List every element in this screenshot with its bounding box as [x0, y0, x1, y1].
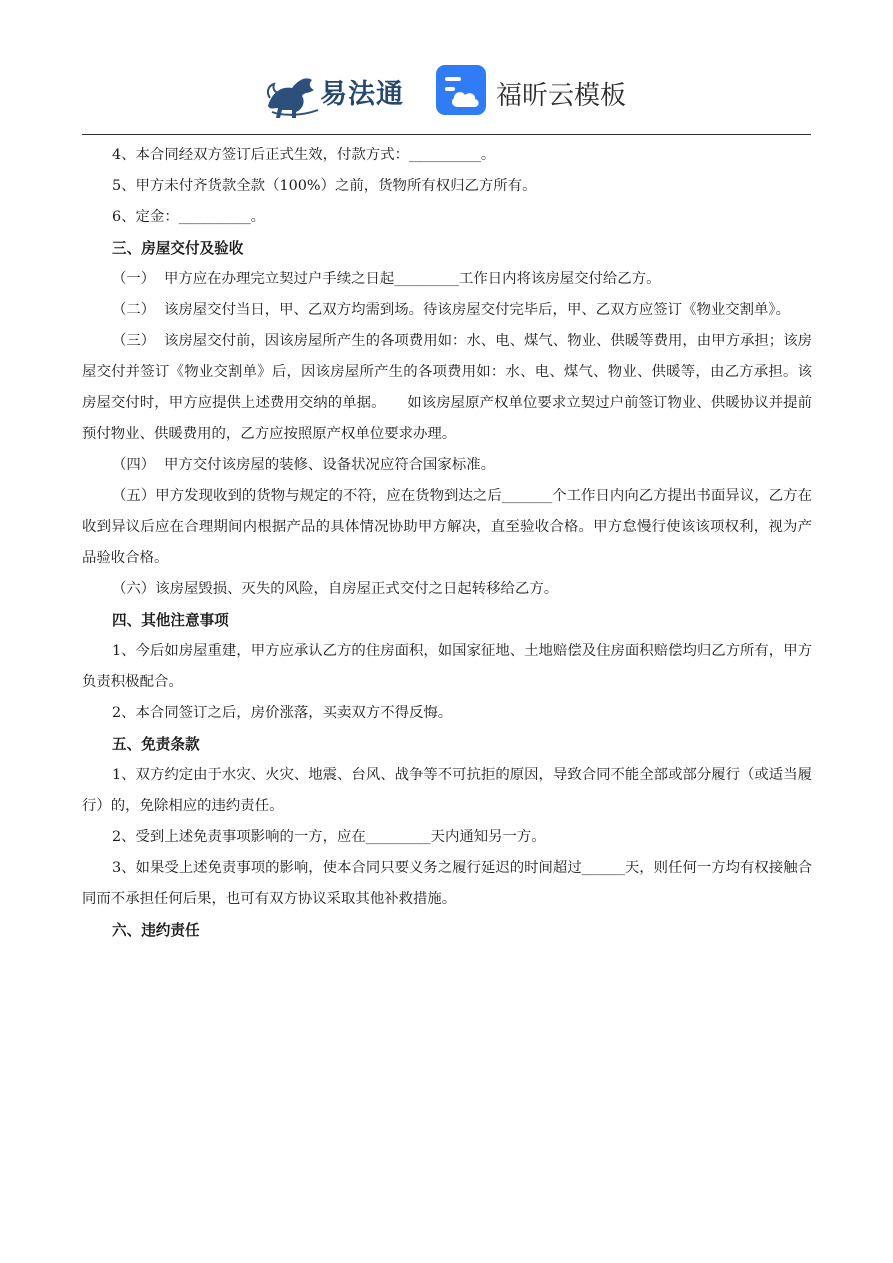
exemption-item-2: 2、受到上述免责事项影响的一方，应在_________天内通知另一方。	[112, 829, 546, 845]
delivery-item-1	[82, 264, 812, 295]
page-header	[0, 60, 893, 122]
item-text: 甲方交付该房屋的装修、设备状况应符合国家标准。	[164, 457, 495, 473]
cloud-document-icon	[436, 65, 486, 115]
delivery-item-3	[82, 326, 812, 450]
section-heading-delivery: 三、房屋交付及验收	[112, 240, 244, 257]
item-text: 该房屋交付当日，甲、乙双方均需到场。待该房屋交付完毕后，甲、乙双方应签订《物业交割单》。	[164, 302, 790, 318]
yifatong-logo-text: 易法通	[320, 79, 404, 110]
item-number: （一）	[112, 271, 156, 287]
section-heading-other: 四、其他注意事项	[112, 612, 229, 629]
item-text: 该房屋交付前，因该房屋所产生的各项费用如：水、电、煤气、物业、供暖等费用，由甲方承担；该房屋交付并签订《物业交割单》后，因该房屋所产生的各项费用如：水、电、煤气、物业、供暖等，由乙方承担。该房屋交付时，甲方应提供上述费用交纳的单据。 如该房屋原产权单位要求立契过户前签订物业、供暖协议并提前预付物业、供暖费用的，乙方应按照原产权单位要求办理。	[82, 333, 812, 442]
section-heading-breach: 六、违约责任	[112, 922, 200, 939]
header-divider	[82, 134, 811, 135]
exemption-item-1: 1、双方约定由于水灾、火灾、地震、台风、战争等不可抗拒的原因，导致合同不能全部或部分履行（或适当履行）的，免除相应的违约责任。	[82, 767, 812, 814]
qilin-icon	[262, 62, 322, 120]
clause-payment-method: 4、本合同经双方签订后正式生效，付款方式：__________。	[112, 147, 496, 163]
clause-deposit: 6、定金：__________。	[112, 209, 266, 225]
section-heading-exemption: 五、免责条款	[112, 736, 200, 753]
foxit-template-logo-text: 福昕云模板	[496, 81, 627, 111]
item-number: （二）	[112, 302, 156, 318]
item-number: （四）	[112, 457, 156, 473]
exemption-item-3: 3、如果受上述免责事项的影响，使本合同只要义务之履行延迟的时间超过______天，则任何一方均有权接触合同而不承担任何后果，也可有双方协议采取其他补救措施。	[82, 860, 812, 907]
delivery-item-5: （五）甲方发现收到的货物与规定的不符，应在货物到达之后_______个工作日内向乙方提出书面异议，乙方在收到异议后应在合理期间内根据产品的具体情况协助甲方解决，直至验收合格。甲方怠慢行使该该项权利，视为产品验收合格。	[82, 488, 812, 566]
foxit-template-logo	[436, 65, 636, 117]
clause-ownership: 5、甲方未付齐货款全款（100%）之前，货物所有权归乙方所有。	[112, 178, 537, 194]
item-text: 甲方应在办理完立契过户手续之日起_________工作日内将该房屋交付给乙方。	[164, 271, 661, 287]
contract-body	[82, 140, 812, 946]
yifatong-logo	[262, 62, 422, 120]
other-item-2: 2、本合同签订之后，房价涨落，买卖双方不得反悔。	[112, 705, 453, 721]
item-number: （三）	[112, 333, 156, 349]
other-item-1: 1、今后如房屋重建，甲方应承认乙方的住房面积，如国家征地、土地赔偿及住房面积赔偿均归乙方所有，甲方负责积极配合。	[82, 643, 812, 690]
delivery-item-4	[82, 450, 812, 481]
delivery-item-6: （六）该房屋毁损、灭失的风险，自房屋正式交付之日起转移给乙方。	[112, 581, 559, 597]
delivery-item-2	[82, 295, 812, 326]
